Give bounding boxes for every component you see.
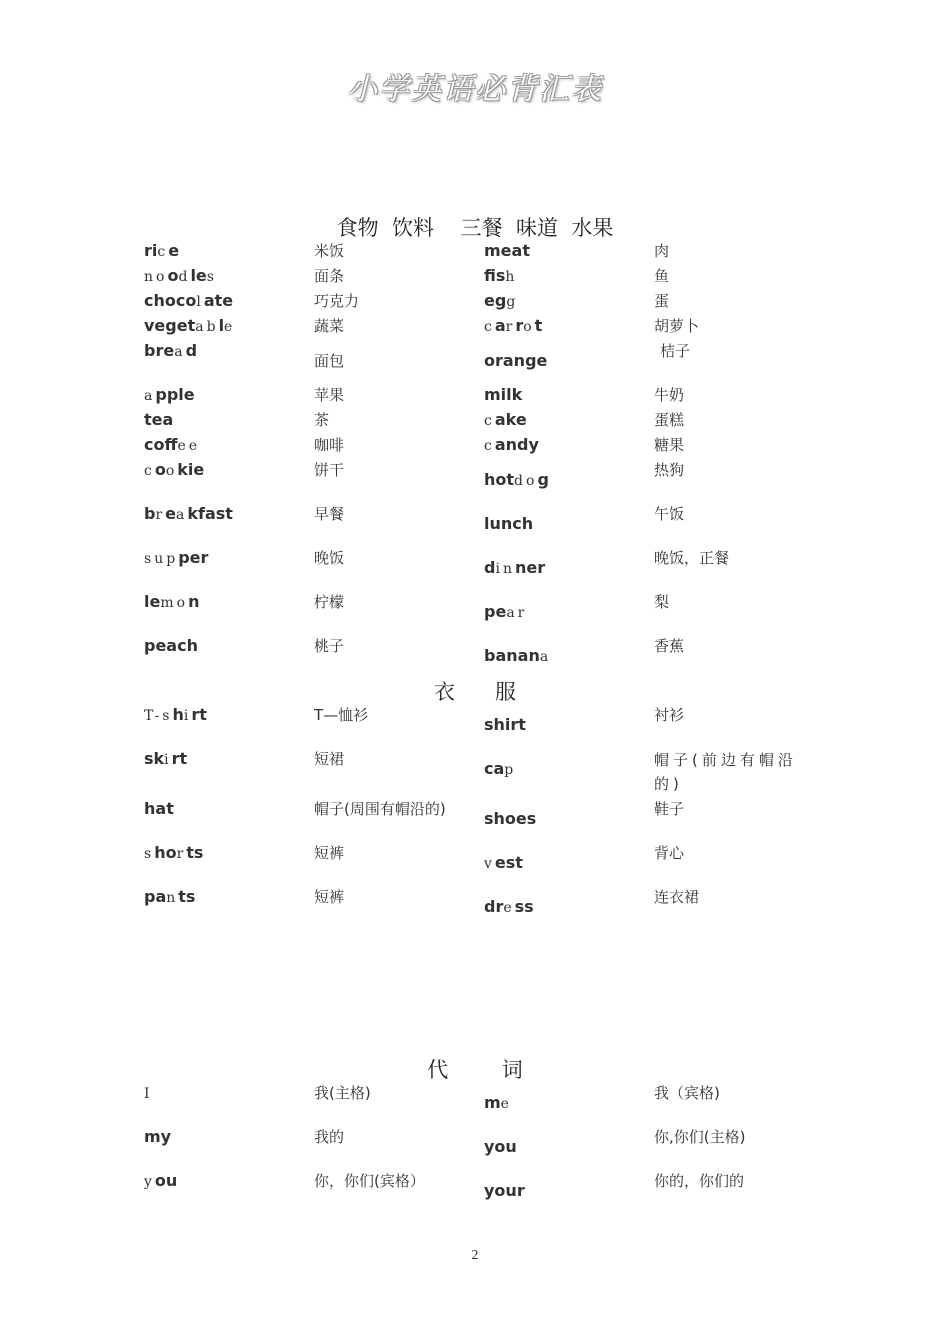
word-fragment: pa [144, 887, 167, 906]
english-word [144, 748, 187, 771]
chinese-meaning: 面包 [314, 352, 345, 370]
word-fragment: l [196, 294, 204, 310]
word-fragment: a [176, 507, 188, 523]
word-fragment: fis [484, 266, 506, 285]
word-fragment: T [144, 708, 155, 724]
english-word [484, 1180, 525, 1202]
word-fragment: i [495, 561, 503, 577]
word-fragment: dr [484, 897, 504, 916]
word-fragment: tea [144, 410, 174, 429]
word-fragment: n [144, 269, 157, 285]
word-fragment: a [494, 316, 506, 335]
english-word [144, 1082, 153, 1105]
english-word [484, 601, 527, 624]
word-fragment: s [206, 269, 217, 285]
word-fragment: o [167, 266, 179, 285]
word-fragment: e [165, 504, 177, 523]
section-title: 衣 服 [433, 680, 517, 704]
word-fragment: I [144, 1086, 153, 1102]
word-fragment: ho [154, 843, 177, 862]
chinese-meaning: 你的，你们的 [654, 1172, 745, 1190]
word-fragment: d [514, 473, 526, 489]
word-fragment: y [144, 1174, 155, 1190]
word-fragment: c [144, 463, 155, 479]
word-fragment: e [177, 438, 189, 454]
word-fragment: a [144, 388, 156, 404]
chinese-meaning: 帽子(周围有帽沿的) [314, 800, 446, 818]
english-word [144, 704, 207, 727]
word-fragment: shoes [484, 809, 537, 828]
word-fragment: ake [494, 410, 527, 429]
word-fragment: o [176, 595, 189, 611]
word-fragment: n [166, 890, 179, 906]
english-word [484, 808, 536, 830]
english-word [144, 1170, 177, 1193]
word-fragment: d [178, 269, 191, 285]
word-fragment: d [185, 341, 198, 360]
word-fragment: c [484, 319, 495, 335]
english-word [484, 469, 549, 492]
word-fragment: r [517, 605, 528, 621]
english-word [484, 265, 517, 288]
word-fragment: o [523, 319, 535, 335]
chinese-meaning: 香蕉 [654, 637, 685, 655]
chinese-meaning: 柠檬 [314, 593, 345, 611]
english-word [484, 513, 533, 535]
word-fragment: r [515, 316, 524, 335]
word-fragment: ss [514, 897, 534, 916]
word-fragment: e [188, 438, 201, 454]
word-fragment: a [195, 319, 207, 335]
page-number: 2 [471, 1248, 479, 1263]
word-fragment: g [537, 470, 549, 489]
chinese-meaning: 鞋子 [654, 800, 685, 818]
english-word [144, 384, 195, 407]
chinese-meaning: 牛奶 [654, 386, 685, 404]
word-fragment: h [172, 705, 184, 724]
english-word [484, 315, 542, 338]
word-fragment: veget [144, 316, 196, 335]
chinese-meaning: 饼干 [314, 461, 345, 479]
word-fragment: ca [484, 759, 505, 778]
chinese-meaning: 胡萝卜 [654, 317, 700, 335]
chinese-meaning: 早餐 [314, 505, 345, 523]
word-fragment: s [162, 708, 173, 724]
chinese-meaning: 鱼 [654, 267, 670, 285]
word-fragment: ate [203, 291, 234, 310]
chinese-meaning: 短裤 [314, 888, 345, 906]
chinese-meaning: 面条 [314, 267, 345, 285]
word-fragment: e [168, 241, 180, 260]
word-fragment: rt [171, 749, 188, 768]
word-fragment: milk [484, 385, 523, 404]
chinese-meaning: 午饭 [654, 505, 685, 523]
word-fragment: shirt [484, 715, 526, 734]
chinese-meaning: 背心 [654, 844, 685, 862]
word-fragment: meat [484, 241, 530, 260]
word-fragment: p [166, 551, 179, 567]
word-fragment: l [218, 316, 225, 335]
word-fragment: andy [494, 435, 539, 454]
chinese-meaning: 热狗 [654, 461, 685, 479]
word-fragment: i [183, 708, 192, 724]
word-fragment: g [506, 294, 519, 310]
english-word [484, 434, 539, 457]
english-word [484, 557, 545, 580]
english-word [484, 758, 516, 781]
word-fragment: c [484, 413, 495, 429]
english-word [144, 340, 197, 363]
english-word [484, 409, 527, 432]
chinese-meaning: 蛋 [654, 292, 670, 310]
english-word [144, 503, 233, 526]
word-fragment: t [534, 316, 543, 335]
english-word [144, 434, 200, 457]
chinese-meaning: 帽子(前边有帽沿的) [654, 751, 797, 793]
chinese-meaning: 糖果 [654, 436, 685, 454]
english-word [484, 240, 530, 262]
english-word [144, 798, 174, 820]
chinese-meaning: 短裙 [314, 750, 345, 768]
word-fragment: you [484, 1137, 517, 1156]
english-word [144, 265, 217, 288]
word-fragment: per [178, 548, 209, 567]
section-title: 代 词 [427, 1058, 523, 1082]
chinese-meaning: 梨 [654, 593, 670, 611]
english-word [484, 290, 518, 313]
word-fragment: v [484, 856, 495, 872]
chinese-meaning: 衬衫 [654, 706, 685, 724]
word-fragment: hat [144, 799, 174, 818]
english-word [144, 409, 173, 431]
word-fragment: le [144, 592, 161, 611]
word-fragment: d [484, 558, 496, 577]
english-word [144, 842, 203, 865]
chinese-meaning: 米饭 [314, 242, 345, 260]
word-fragment: c [484, 438, 495, 454]
english-word [484, 714, 526, 736]
word-fragment: ou [154, 1171, 178, 1190]
english-word [484, 1092, 512, 1115]
chinese-meaning: 你，你们(宾格） [314, 1172, 425, 1190]
english-word [484, 1136, 517, 1158]
word-fragment: bre [144, 341, 175, 360]
word-fragment: coff [144, 435, 178, 454]
word-fragment: o [154, 460, 166, 479]
word-fragment: c [157, 244, 169, 260]
word-fragment: u [154, 551, 167, 567]
chinese-meaning: 晚饭，正餐 [654, 549, 730, 567]
word-fragment: - [154, 708, 163, 724]
word-fragment: ri [144, 241, 158, 260]
word-fragment: e [224, 319, 236, 335]
english-word [144, 240, 179, 263]
chinese-meaning: 巧克力 [314, 292, 360, 310]
word-fragment: rt [191, 705, 207, 724]
word-fragment: your [484, 1181, 525, 1200]
word-fragment: p [504, 762, 517, 778]
english-word [484, 645, 551, 668]
chinese-meaning: 茶 [314, 411, 330, 429]
word-fragment: o [156, 269, 168, 285]
word-fragment: le [190, 266, 207, 285]
english-word [144, 886, 195, 909]
chinese-meaning: 我（宾格) [654, 1084, 720, 1102]
word-fragment: o [526, 473, 538, 489]
word-fragment: a [506, 605, 518, 621]
word-fragment: choco [144, 291, 197, 310]
chinese-meaning: 我(主格) [314, 1084, 371, 1102]
chinese-meaning: 我的 [314, 1128, 345, 1146]
english-word [144, 1126, 171, 1148]
word-fragment: ts [178, 887, 196, 906]
word-fragment: a [539, 649, 552, 665]
page-header: 小学英语必背汇表 [347, 72, 603, 107]
word-fragment: kfast [187, 504, 233, 523]
word-fragment: orange [484, 351, 548, 370]
word-fragment: r [176, 846, 187, 862]
word-fragment: pple [155, 385, 195, 404]
word-fragment: s [144, 846, 155, 862]
chinese-meaning: 蛋糕 [654, 411, 685, 429]
word-fragment: m [160, 595, 177, 611]
word-fragment: n [502, 561, 515, 577]
word-fragment: sk [144, 749, 165, 768]
chinese-meaning: 苹果 [314, 386, 345, 404]
chinese-meaning: 桃子 [314, 637, 345, 655]
word-fragment: banan [484, 646, 540, 665]
chinese-meaning: 蔬菜 [314, 317, 345, 335]
word-fragment: pe [484, 602, 507, 621]
english-word [144, 315, 235, 338]
english-word [144, 635, 198, 657]
english-word [144, 547, 208, 570]
word-fragment: b [144, 504, 156, 523]
word-fragment: lunch [484, 514, 534, 533]
word-fragment: est [494, 853, 523, 872]
word-fragment: peach [144, 636, 198, 655]
word-fragment: my [144, 1127, 172, 1146]
word-fragment: s [144, 551, 155, 567]
word-fragment: e [503, 900, 515, 916]
word-fragment: eg [484, 291, 507, 310]
word-fragment: b [206, 319, 219, 335]
english-word [144, 591, 199, 614]
english-word [484, 852, 523, 875]
word-fragment: kie [177, 460, 205, 479]
word-fragment: h [505, 269, 518, 285]
chinese-meaning: 连衣裙 [654, 888, 700, 906]
word-fragment: m [484, 1093, 501, 1112]
chinese-meaning: 你,你们(主格) [654, 1128, 746, 1146]
chinese-meaning: 咖啡 [314, 436, 345, 454]
word-fragment: r [155, 507, 166, 523]
word-fragment: ts [186, 843, 204, 862]
chinese-meaning: 晚饭 [314, 549, 345, 567]
word-fragment: a [174, 344, 186, 360]
word-fragment: i [164, 752, 172, 768]
english-word [484, 384, 522, 406]
word-fragment: e [500, 1096, 512, 1112]
chinese-meaning: T—恤衫 [314, 706, 369, 724]
section-title: 食物 饮料 三餐 味道 水果 [336, 216, 614, 240]
english-word [144, 459, 204, 482]
chinese-meaning: 桔子 [660, 342, 691, 360]
word-fragment: n [188, 592, 200, 611]
english-word [484, 350, 547, 372]
word-fragment: ner [514, 558, 546, 577]
word-fragment: r [505, 319, 516, 335]
english-word [144, 290, 233, 313]
word-fragment: o [165, 463, 178, 479]
english-word [484, 896, 534, 919]
chinese-meaning: 肉 [654, 242, 670, 260]
word-fragment: hot [484, 470, 515, 489]
chinese-meaning: 短裤 [314, 844, 345, 862]
